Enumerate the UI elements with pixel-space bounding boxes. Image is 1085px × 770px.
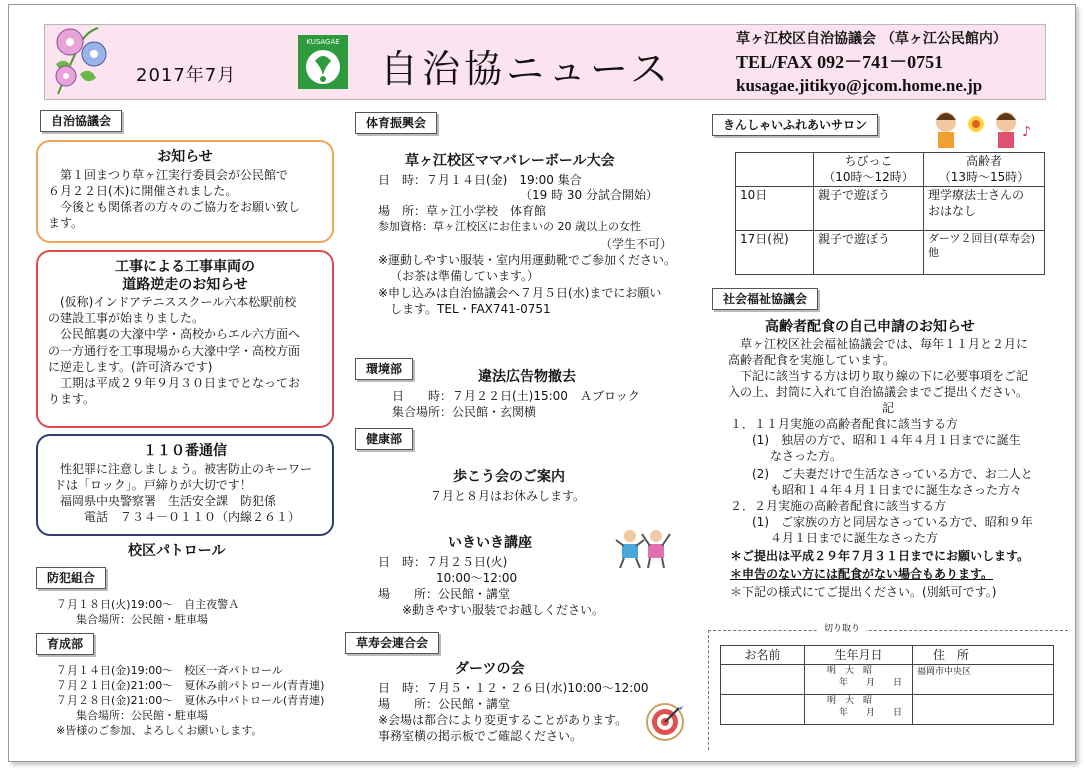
construction-line: の建設工事が始まりました。 — [48, 311, 205, 326]
volleyball-line: ※申し込みは自治協議会へ７月５日(水)までにお願い — [378, 286, 662, 300]
darts-line: 事務室横の掲示板でご確認ください。 — [378, 729, 583, 743]
table-cell: ちびっこ （10時～12時） — [814, 153, 924, 187]
birthdate-field[interactable] — [805, 695, 913, 725]
ikiiki-line: 10:00～12:00 — [436, 571, 518, 585]
ad-removal-line: 集合場所：公民館・玄関横 — [392, 405, 537, 419]
walk-title: 歩こう会のご案内 — [453, 469, 565, 485]
table-row — [736, 153, 1045, 187]
exercise-people-icon — [614, 528, 672, 568]
darts-line: 日 時：７月５・１２・２６日(水)10:00～12:00 — [378, 681, 649, 695]
volleyball-line: 日 時：７月１４日(金) 19:00 集合 — [378, 173, 582, 187]
tab-soju: 草寿会連合会 — [345, 632, 439, 654]
table-row — [721, 646, 1054, 665]
police-line: ドは「ロック」。戸締りが大切です！ — [54, 477, 252, 492]
walk-line: ７月と８月はお休みします。 — [430, 489, 586, 503]
tab-kenko: 健康部 — [355, 428, 413, 450]
bouhan-line: 集合場所：公民館・駐車場 — [76, 613, 208, 626]
notice-line: 今後とも関係者の方々のご協力をお願い致し — [60, 199, 301, 214]
meal-line: ＊申告のない方には配食がない場合もあります。 — [730, 567, 994, 581]
construction-line: 公民館裏の大濠中学・高校からエル六方面へ — [60, 327, 301, 342]
table-row — [736, 231, 1045, 275]
name-field[interactable] — [721, 665, 805, 695]
newsletter-title: 自治協ニュース — [380, 47, 673, 91]
tab-taiiku: 体育振興会 — [355, 112, 437, 134]
ikusei-line: ７月２１日(金)21:00～ 夏休み前パトロール(青青連) — [56, 679, 325, 692]
construction-title: 道路逆走のお知らせ — [122, 276, 248, 293]
meal-line: 入の上、封筒に入れて自治協議会までご提出ください。 — [728, 385, 1029, 399]
date-label: 年 月 日 — [839, 677, 903, 688]
volleyball-line: 参加資格：草ヶ江校区にお住まいの 20 歳以上の女性 — [378, 220, 641, 233]
police-box — [36, 434, 334, 536]
svg-text:♪: ♪ — [1022, 124, 1031, 140]
bouhan-line: ７月１８日(火)19:00～ 自主夜警Ａ — [56, 598, 240, 611]
email-address: kusagae.jitikyo@jcom.home.ne.jp — [736, 76, 983, 95]
morning-glory-icon — [50, 24, 112, 96]
construction-line: (仮称)インドアテニススクール六本松駅前校 — [60, 295, 297, 309]
meal-line: (2) ご夫妻だけで生活なさっている方で、お二人と — [752, 467, 1033, 481]
police-line: 電話 ７３４－０１１０（内線２６１） — [84, 510, 301, 525]
meal-line: (1) 独居の方で、昭和１４年４月１日までに誕生 — [752, 433, 1021, 447]
tab-ikusei: 育成部 — [36, 633, 94, 655]
table-cell: 住 所 — [913, 646, 1054, 665]
era-label: 明 大 昭 — [827, 666, 873, 677]
meal-line: 記 — [882, 401, 895, 415]
issue-date: 2017年7月 — [136, 65, 237, 86]
meal-title: 高齢者配食の自己申請のお知らせ — [765, 319, 975, 335]
patrol-heading: 校区パトロール — [128, 543, 226, 559]
police-line: 性犯罪に注意しましょう。被害防止のキーワー — [60, 461, 313, 476]
table-cell: 高齢者 （13時～15時） — [924, 153, 1045, 187]
police-title: １１０番通信 — [143, 443, 227, 459]
table-cell: 10日 — [736, 187, 814, 231]
notice-line: 第１回まつり草ヶ江実行委員会が公民館で — [60, 167, 289, 182]
table-cell: 親子で遊ぼう — [814, 231, 924, 275]
meal-line: も昭和１４年４月１日までに誕生なさった方々 — [770, 483, 1023, 497]
cut-label: 切り取り — [818, 623, 866, 635]
date-label: 年 月 日 — [839, 707, 903, 718]
address-field[interactable] — [913, 665, 1054, 695]
meal-line: ４月１日までに誕生なさった方 — [770, 531, 939, 545]
meal-line: (1) ご家族の方と同居なさっている方で、昭和９年 — [752, 515, 1033, 529]
ad-removal-line: 日 時：７月２２日(土)15:00 Ａブロック — [392, 389, 640, 403]
kusagae-logo — [298, 35, 348, 89]
darts-line: ※会場は都合により変更することがあります。 — [378, 713, 628, 727]
notice-box — [36, 140, 334, 243]
meal-line: ２．２月実施の高齢者配食に該当する方 — [730, 499, 947, 513]
org-name: 草ヶ江校区自治協議会 （草ヶ江公民館内） — [736, 31, 1007, 47]
ikusei-line: 集合場所：公民館・駐車場 — [76, 709, 208, 722]
construction-line: の一方通行を工事現場から大濠中学・高校方面 — [48, 343, 301, 358]
dart-target-icon — [645, 702, 685, 742]
meal-line: ＊ご提出は平成２９年７月３１日までにお願いします。 — [730, 549, 1030, 563]
police-line: 福岡県中央警察署 生活安全課 防犯係 — [60, 493, 277, 508]
table-cell: 理学療法士さんの おはなし — [924, 187, 1045, 231]
notice-line: ６月２２日(木)に開催されました。 — [48, 183, 238, 198]
ikiiki-title: いきいき講座 — [448, 535, 532, 551]
construction-line: に逆走します。(許可済みです) — [48, 359, 213, 374]
volleyball-line: ※運動しやすい服装・室内用運動靴でご参加ください。 — [378, 253, 677, 267]
ad-removal-title: 違法広告物撤去 — [478, 369, 576, 385]
darts-line: 場 所：公民館・講堂 — [378, 697, 511, 711]
table-cell: 17日(祝) — [736, 231, 814, 275]
volleyball-line: します。TEL・FAX741-0751 — [390, 302, 551, 316]
meal-line: なさった方。 — [770, 449, 843, 463]
meal-line: ＊下記の様式にてご提出ください。(別紙可です。) — [730, 585, 997, 599]
volleyball-line: （19 時 30 分試合開始） — [520, 188, 658, 202]
table-row — [721, 665, 1054, 695]
table-cell: 生年月日 — [805, 646, 913, 665]
svg-text:KUSAGAE: KUSAGAE — [306, 38, 340, 46]
tab-bouhan: 防犯組合 — [36, 567, 106, 589]
ikiiki-line: ※動きやすい服装でお越しください。 — [402, 603, 605, 617]
ikusei-line: ７月１４日(金)19:00～ 校区一斉パトロール — [56, 664, 283, 677]
birthdate-field[interactable] — [805, 665, 913, 695]
name-field[interactable] — [721, 695, 805, 725]
construction-title: 工事による工事車両の — [115, 259, 255, 275]
meal-line: 草ヶ江校区社会福祉協議会では、毎年１１月と２月に — [740, 337, 1029, 351]
meal-line: 高齢者配食を実施しています。 — [728, 353, 896, 367]
table-row — [721, 695, 1054, 725]
cut-line — [708, 630, 709, 750]
ikusei-line: ※皆様のご参加、よろしくお願いします。 — [56, 724, 263, 737]
construction-box — [36, 250, 334, 428]
salon-table — [735, 152, 1045, 275]
ikiiki-line: 日 時：７月２５日(火) — [378, 555, 508, 569]
volleyball-title: 草ヶ江校区ママバレーボール大会 — [405, 153, 615, 169]
tab-fukushi: 社会福祉協議会 — [712, 288, 818, 310]
table-cell: 親子で遊ぼう — [814, 187, 924, 231]
construction-line: 工期は平成２９年９月３０日までとなってお — [60, 375, 301, 390]
address-prefix: 福岡市中央区 — [917, 667, 972, 678]
meal-line: １．１１月実施の高齢者配食に該当する方 — [730, 417, 959, 431]
construction-line: ります。 — [48, 392, 96, 407]
application-form — [720, 645, 1054, 725]
cut-line — [708, 630, 1068, 631]
table-row — [736, 187, 1045, 231]
ikiiki-line: 場 所：公民館・講堂 — [378, 587, 511, 601]
tel-fax: TEL/FAX 092－741－0751 — [736, 52, 944, 72]
meal-line: 下記に該当する方は切り取り線の下に必要事項をご記 — [740, 369, 1029, 383]
table-cell: お名前 — [721, 646, 805, 665]
notice-title: お知らせ — [157, 149, 213, 165]
volleyball-line: 場 所：草ヶ江小学校 体育館 — [378, 204, 547, 218]
darts-title: ダーツの会 — [455, 661, 525, 677]
tab-salon: きんしゃいふれあいサロン — [712, 114, 878, 136]
table-cell: ダーツ２回目(草寿会) 他 — [924, 231, 1045, 275]
ikusei-line: ７月２８日(金)21:00～ 夏休み中パトロール(青青連) — [56, 694, 325, 707]
children-icon — [932, 106, 1032, 150]
tab-jichikyo: 自治協議会 — [40, 110, 122, 132]
tab-kankyo: 環境部 — [355, 358, 413, 380]
address-field[interactable] — [913, 695, 1054, 725]
volleyball-line: （学生不可） — [600, 237, 673, 251]
era-label: 明 大 昭 — [827, 696, 873, 707]
table-cell — [736, 153, 814, 187]
volleyball-line: （お茶は準備しています。） — [390, 269, 540, 283]
notice-line: ます。 — [48, 216, 84, 231]
